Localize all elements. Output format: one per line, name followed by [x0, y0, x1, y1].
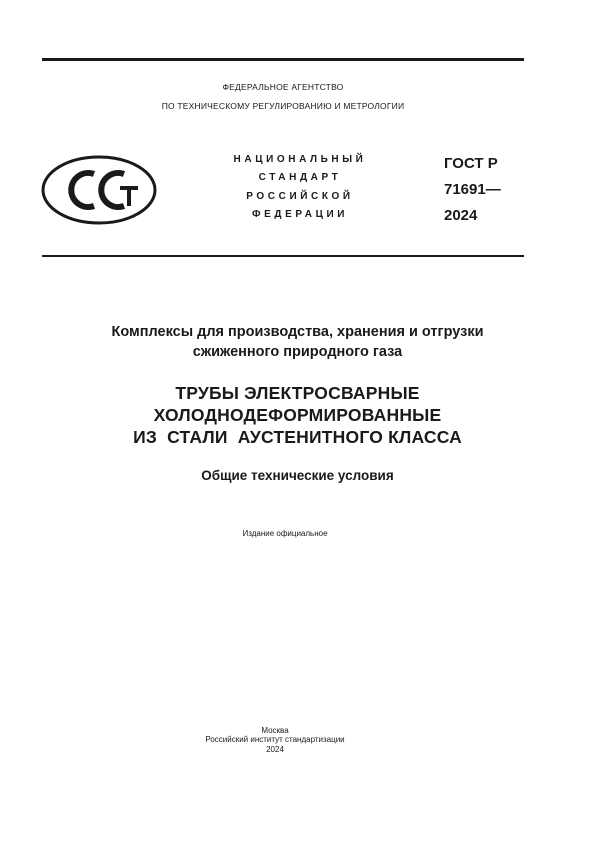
edition-note: Издание официальное	[242, 529, 328, 538]
standard-line-3: РОССИЙСКОЙ	[246, 191, 354, 202]
agency-line-1: ФЕДЕРАЛЬНОЕ АГЕНТСТВО	[222, 82, 344, 92]
main-title-line-1: ТРУБЫ ЭЛЕКТРОСВАРНЫЕ	[175, 383, 420, 403]
footer-publisher: Российский институт стандартизации	[205, 735, 345, 744]
complex-title-line-1: Комплексы для производства, хранения и отгрузки	[111, 324, 484, 340]
complex-title-line-2: сжиженного природного газа	[192, 344, 403, 360]
subtitle: Общие технические условия	[201, 468, 394, 483]
main-title-line-3: ИЗ СТАЛИ АУСТЕНИТНОГО КЛАССА	[133, 427, 462, 447]
gost-designation-line-2: 71691—	[444, 181, 501, 198]
gost-designation-line-1: ГОСТ Р	[444, 155, 498, 172]
gost-r-logo-icon	[40, 154, 158, 226]
standard-line-1: НАЦИОНАЛЬНЫЙ	[233, 154, 367, 165]
main-title-line-2: ХОЛОДНОДЕФОРМИРОВАННЫЕ	[153, 405, 442, 425]
standard-line-2: СТАНДАРТ	[258, 172, 342, 183]
footer-city: Москва	[261, 726, 289, 735]
gost-designation-line-3: 2024	[444, 207, 478, 224]
footer-year: 2024	[266, 745, 284, 754]
top-rule	[42, 58, 524, 61]
agency-line-2: ПО ТЕХНИЧЕСКОМУ РЕГУЛИРОВАНИЮ И МЕТРОЛОГИИ	[161, 101, 405, 111]
bottom-rule	[42, 255, 524, 257]
standard-line-4: ФЕДЕРАЦИИ	[251, 209, 349, 220]
